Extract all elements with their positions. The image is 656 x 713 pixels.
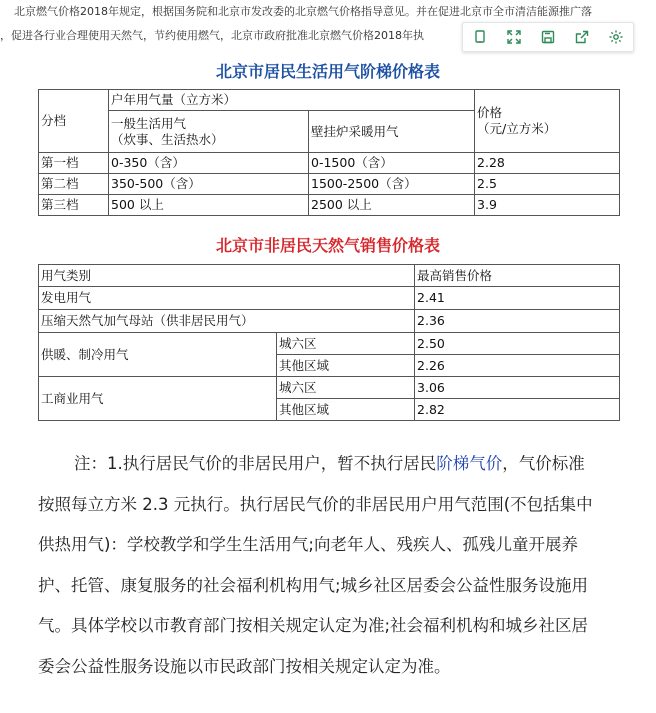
save-icon[interactable]	[537, 26, 559, 48]
price-cell: 2.26	[415, 355, 620, 377]
price-header	[475, 90, 620, 153]
price-cell: 2.50	[415, 333, 620, 355]
general-use-sub: （炊事、生活热水）	[111, 131, 224, 147]
zone-cell: 城六区	[277, 377, 415, 399]
table-row	[39, 287, 620, 310]
tier-header: 分档	[39, 90, 109, 153]
price-cell: 2.28	[475, 153, 620, 174]
intro-text-line-1: 北京燃气价格2018年规定，根据国务院和北京市发改委的北京燃气价格指导意见。并在促进北京市全市清洁能源推广落	[14, 5, 592, 18]
price-cell: 2.41	[415, 287, 620, 310]
price-cell: 3.9	[475, 195, 620, 216]
category-header: 用气类别	[39, 265, 415, 287]
price-header-unit: （元/立方米）	[477, 121, 557, 136]
price-header-label: 价格	[477, 105, 503, 120]
tiered-price-link[interactable]: 阶梯气价	[436, 454, 503, 473]
table-row	[39, 265, 620, 287]
zone-cell: 其他区域	[277, 399, 415, 421]
wall-cell: 1500-2500（含）	[309, 174, 475, 195]
annual-volume-header: 户年用气量（立方米）	[109, 90, 475, 111]
category-cell: 工商业用气	[39, 377, 277, 421]
table-row	[39, 153, 620, 174]
table-row	[39, 174, 620, 195]
price-cell: 2.5	[475, 174, 620, 195]
zone-cell: 其他区域	[277, 355, 415, 377]
max-price-header: 最高销售价格	[415, 265, 620, 287]
nonresidential-price-table	[38, 264, 620, 421]
image-toolbar	[462, 22, 634, 52]
general-use-label: 一般生活用气	[111, 115, 187, 131]
intro-text-line-2: ，促进各行业合理使用天然气，节约使用燃气，北京市政府批准北京燃气价格2018年执	[0, 29, 424, 42]
footnote	[38, 444, 598, 687]
tier-cell: 第二档	[39, 174, 109, 195]
tier-cell: 第三档	[39, 195, 109, 216]
footnote-paragraph	[38, 444, 598, 687]
residential-table-title: 北京市居民生活用气阶梯价格表	[215, 62, 440, 81]
footnote-prefix: 注：1.执行居民气价的非居民用户，暂不执行居民	[74, 454, 437, 473]
copy-icon[interactable]	[469, 26, 491, 48]
price-cell: 3.06	[415, 377, 620, 399]
category-cell: 供暖、制冷用气	[39, 333, 277, 377]
general-cell: 0-350（含）	[109, 153, 309, 174]
nonresidential-table-title: 北京市非居民天然气销售价格表	[215, 236, 440, 255]
general-cell: 350-500（含）	[109, 174, 309, 195]
wall-cell: 0-1500（含）	[309, 153, 475, 174]
wall-cell: 2500 以上	[309, 195, 475, 216]
price-cell: 2.36	[415, 310, 620, 333]
footnote-rest: ，气价标准按照每立方米 2.3 元执行。执行居民气价的非居民用户用气范围(不包括集中供热用气)：学校教学和学生生活用气;向老年人、残疾人、孤残儿童开展养护、托管、康复服务的社会福利机构用气;城乡社区居委会公益性服务设施用气。具体学校以市教育部门按相关规定认定为准;社会福利机构和城乡社区居委会公益性服务设施以市民政部门按相关规定认定为准。	[38, 454, 593, 676]
residential-price-table	[38, 89, 620, 216]
price-cell: 2.82	[415, 399, 620, 421]
settings-icon[interactable]	[605, 26, 627, 48]
table-row	[39, 195, 620, 216]
zone-cell: 城六区	[277, 333, 415, 355]
expand-icon[interactable]	[503, 26, 525, 48]
table-row	[39, 377, 620, 399]
table-row	[39, 310, 620, 333]
tier-cell: 第一档	[39, 153, 109, 174]
general-use-header	[109, 111, 309, 153]
wall-heater-header: 壁挂炉采暖用气	[309, 111, 475, 153]
category-cell: 压缩天然气加气母站（供非居民用气）	[39, 310, 415, 333]
category-cell: 发电用气	[39, 287, 415, 310]
share-icon[interactable]	[571, 26, 593, 48]
table-row	[39, 333, 620, 355]
general-cell: 500 以上	[109, 195, 309, 216]
